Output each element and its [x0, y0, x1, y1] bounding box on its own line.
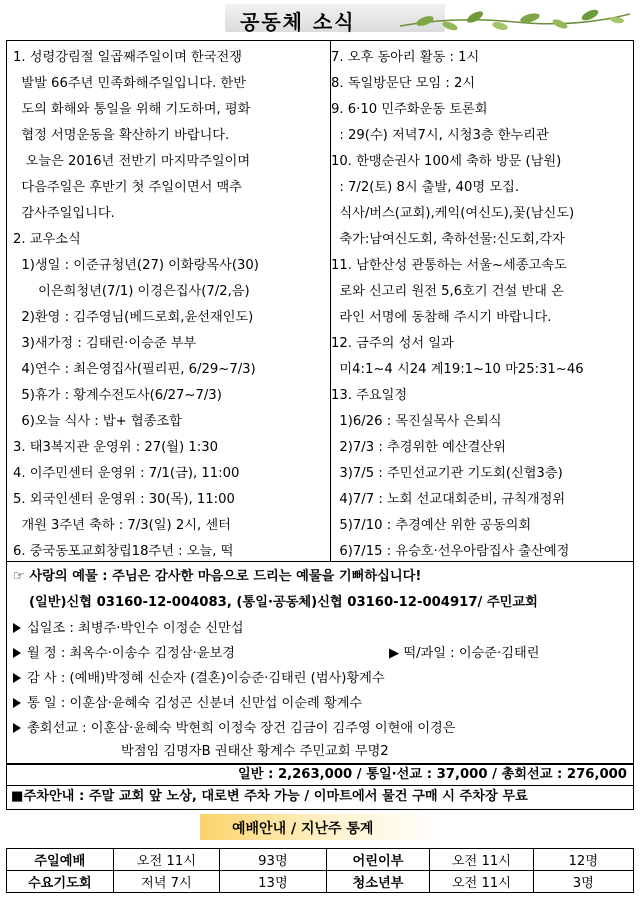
stats-title: 예배안내 / 지난주 통계 — [232, 821, 374, 837]
notice-line: 미4:1~4 시24 계19:1~10 마25:31~46 — [331, 362, 584, 377]
notice-line: 13. 주요일정 — [331, 388, 408, 403]
unity-line: 통 일 : 이훈삼·윤혜숙 김성곤 신분녀 신만섭 이순례 황계수 — [13, 692, 362, 711]
notice-line: 3)7/5 : 주민선교기관 기도회(신협3층) — [331, 466, 563, 481]
table-cell: 청소년부 — [326, 871, 429, 893]
bullet-icon — [13, 623, 21, 633]
mission-line-continued: 박점임 김명자B 권태산 황계수 주민교회 무명2 — [121, 744, 389, 759]
offering-section — [6, 562, 634, 764]
bullet-icon — [13, 723, 21, 733]
notice-line: 8. 독일방문단 모임 : 2시 — [331, 76, 476, 91]
notice-line: 4)연수 : 최은영집사(필리핀, 6/29~7/3) — [13, 362, 256, 377]
notice-line: 4)7/7 : 노회 선교대회준비, 규칙개정위 — [331, 492, 566, 507]
notice-line: 12. 금주의 성서 일과 — [331, 336, 454, 351]
offering-headline: ☞ 사랑의 예물 : 주님은 감사한 마음으로 드리는 예물을 기뻐하십니다! — [13, 569, 422, 584]
notice-line: 11. 남한산성 관통하는 서울~세종고속도 — [331, 258, 567, 273]
notice-line: 5)7/10 : 추경예산 위한 공동의회 — [331, 518, 532, 533]
table-cell: 13명 — [220, 871, 327, 893]
notice-line: 이은희청년(7/1) 이경은집사(7/2,음) — [13, 284, 250, 299]
notice-line: 3)새가정 : 김태린·이승준 부부 — [13, 336, 197, 351]
notice-line: 라인 서명에 동참해 주시기 바랍니다. — [331, 310, 552, 325]
table-cell: 3명 — [533, 871, 633, 893]
bullet-icon — [13, 698, 21, 708]
notice-line: 도의 화해와 통일을 위해 기도하며, 평화 — [13, 102, 251, 117]
tithe-line: 십일조 : 최병주·박인수 이정순 신만섭 — [13, 617, 244, 636]
bank-accounts: (일반)신협 03160-12-004083, (통일·공동체)신협 03160-12-004917/ 주민교회 — [29, 595, 538, 610]
table-cell: 오전 11시 — [430, 871, 533, 893]
notice-line: 7. 오후 동아리 활동 : 1시 — [331, 50, 480, 65]
offering-totals: 일반 : 2,263,000 / 통일·선교 : 37,000 / 총회선교 : 276,000 — [6, 764, 634, 786]
notice-line: 오늘은 2016년 전반기 마지막주일이며 — [13, 154, 251, 169]
monthly-line: 월 정 : 최옥수·이송수 김정삼·윤보경 — [13, 642, 235, 661]
bullet-icon — [13, 673, 21, 683]
table-cell: 수요기도회 — [7, 871, 114, 893]
table-row — [7, 849, 634, 871]
notice-line: 다음주일은 후반기 첫 주일이면서 맥추 — [13, 180, 242, 195]
notice-line: : 7/2(토) 8시 출발, 40명 모집. — [331, 180, 520, 195]
parking-notice: ■주차안내 : 주말 교회 앞 노상, 대로변 주차 가능 / 이마트에서 물건 구매 시 주차장 무료 — [6, 786, 634, 810]
table-cell: 주일예배 — [7, 849, 114, 871]
table-cell: 오전 11시 — [113, 849, 220, 871]
notice-line: 9. 6·10 민주화운동 토론회 — [331, 102, 488, 117]
notice-line: 5)휴가 : 황계수전도사(6/27~7/3) — [13, 388, 222, 403]
notice-line: 2. 교우소식 — [13, 232, 81, 247]
notices-box — [6, 40, 634, 562]
notice-line: 식사/버스(교회),케익(여신도),꽃(남신도) — [331, 206, 575, 221]
notice-line: : 29(수) 저녁7시, 시청3층 한누리관 — [331, 128, 549, 143]
table-cell: 12명 — [533, 849, 633, 871]
notice-line: 3. 태3복지관 운영위 : 27(월) 1:30 — [13, 440, 218, 455]
leaf-decoration-icon — [395, 6, 635, 36]
table-cell: 어린이부 — [326, 849, 429, 871]
table-row — [7, 871, 634, 893]
page-title: 공동체 소식 — [240, 10, 356, 34]
mission-line: 총회선교 : 이훈삼·윤혜숙 박현희 이정숙 장건 김금이 김주영 이현애 이경은 — [13, 717, 456, 736]
notice-line: 로와 신고리 원전 5,6호기 건설 반대 온 — [331, 284, 564, 299]
rice-cake-line: ▶ 떡/과일 : 이승준·김태린 — [389, 646, 540, 661]
notice-line: 감사주일입니다. — [13, 206, 115, 221]
notice-line: 1. 성령강림절 일곱째주일이며 한국전쟁 — [13, 50, 242, 65]
notice-line: 6)7/15 : 유승호·선우아람집사 출산예정 — [331, 544, 570, 559]
table-cell: 저녁 7시 — [113, 871, 220, 893]
notice-line: 10. 한맹순권사 100세 축하 방문 (남원) — [331, 154, 562, 169]
notice-line: 협정 서명운동을 확산하기 바랍니다. — [13, 128, 230, 143]
notice-line: 1)6/26 : 목진실목사 은퇴식 — [331, 414, 502, 429]
notice-line: 발발 66주년 민족화해주일입니다. 한반 — [13, 76, 247, 91]
notice-line: 1)생일 : 이준규청년(27) 이화랑목사(30) — [13, 258, 259, 273]
worship-stats-table — [6, 848, 634, 893]
notice-line: 5. 외국인센터 운영위 : 30(목), 11:00 — [13, 492, 235, 507]
notice-line: 축가:남여신도회, 축하선물:신도회,각자 — [331, 232, 565, 247]
notice-line: 6)오늘 식사 : 밥+ 협종조합 — [13, 414, 182, 429]
notice-line: 2)7/3 : 추경위한 예산결산위 — [331, 440, 506, 455]
notice-line: 6. 중국동포교회창립18주년 : 오늘, 떡 — [13, 544, 234, 559]
thanks-line: 감 사 : (예배)박정혜 신순자 (결혼)이승준·김태린 (범사)황계수 — [13, 667, 385, 686]
bullet-icon — [13, 648, 21, 658]
notice-line: 4. 이주민센터 운영위 : 7/1(금), 11:00 — [13, 466, 240, 481]
right-column — [331, 45, 584, 565]
left-column — [13, 45, 259, 565]
table-cell: 오전 11시 — [430, 849, 533, 871]
notice-line: 2)환영 : 김주영님(베드로회,윤선재인도) — [13, 310, 254, 325]
table-cell: 93명 — [220, 849, 327, 871]
notice-line: 개원 3주년 축하 : 7/3(일) 2시, 센터 — [13, 518, 231, 533]
